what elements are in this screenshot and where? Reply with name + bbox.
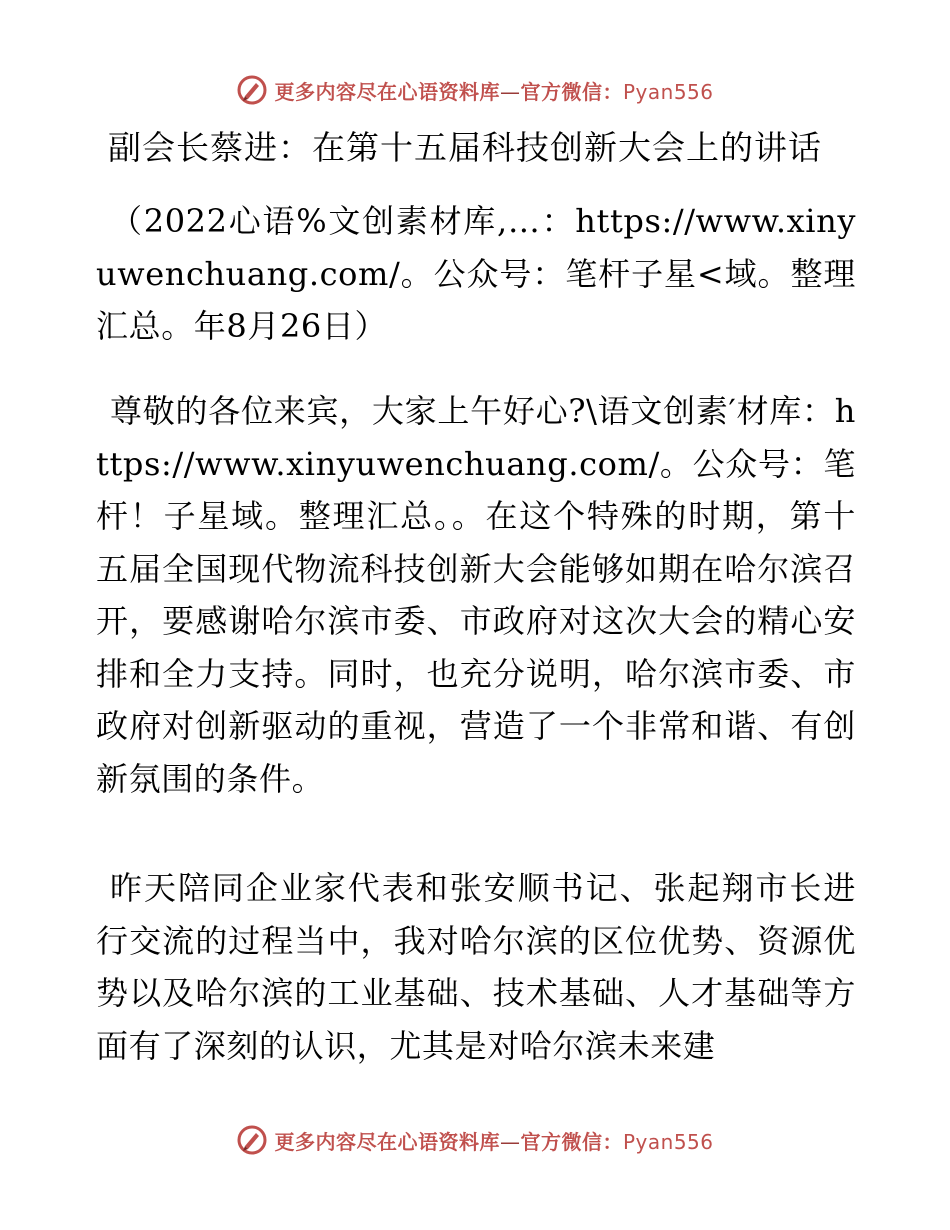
paragraph-text: （2022心语%文创素材库,…：https://www.xinyuwenchuang.com/。公众号：笔杆子星<域。整理汇总。年8月26日） [96,202,856,345]
footer-site-name: 更多内容尽在心语资料库 [274,1129,500,1154]
paragraph-greeting [96,385,856,805]
pen-logo-icon [236,74,268,106]
header-banner [0,70,950,110]
footer-banner [0,1120,950,1160]
header-wechat-label: 官方微信： [520,79,623,104]
paragraph-text: 尊敬的各位来宾，大家上午好心?\语文创素′材库：https://www.xinyuwenchuang.com/。公众号：笔杆！子星域。整理汇总。。在这个特殊的时期，第十五届全国现代物流科技创新大会能够如期在哈尔滨召开，要感谢哈尔滨市委、市政府对这次大会的精心安排和全力支持。同时，也充分说明，哈尔滨市委、市政府对创新驱动的重视，营造了一个非常和谐、有创新氛围的条件。 [96,392,856,798]
document-title: 副会长蔡进：在第十五届科技创新大会上的讲话 [108,128,822,167]
header-site-name: 更多内容尽在心语资料库 [274,79,500,104]
footer-wechat-id: Pyan556 [622,1129,714,1154]
footer-banner-text [274,1126,713,1155]
header-separator: — [499,79,521,104]
paragraph-body [96,862,856,1072]
header-banner-text [274,76,713,105]
footer-wechat-label: 官方微信： [520,1129,623,1154]
pen-logo-icon [236,1124,268,1156]
paragraph-text: 昨天陪同企业家代表和张安顺书记、张起翔市长进行交流的过程当中，我对哈尔滨的区位优势、资源优势以及哈尔滨的工业基础、技术基础、人才基础等方面有了深刻的认识，尤其是对哈尔滨未来建 [96,869,856,1065]
header-wechat-id: Pyan556 [622,79,714,104]
footer-separator: — [499,1129,521,1154]
paragraph-source-note [96,195,856,353]
